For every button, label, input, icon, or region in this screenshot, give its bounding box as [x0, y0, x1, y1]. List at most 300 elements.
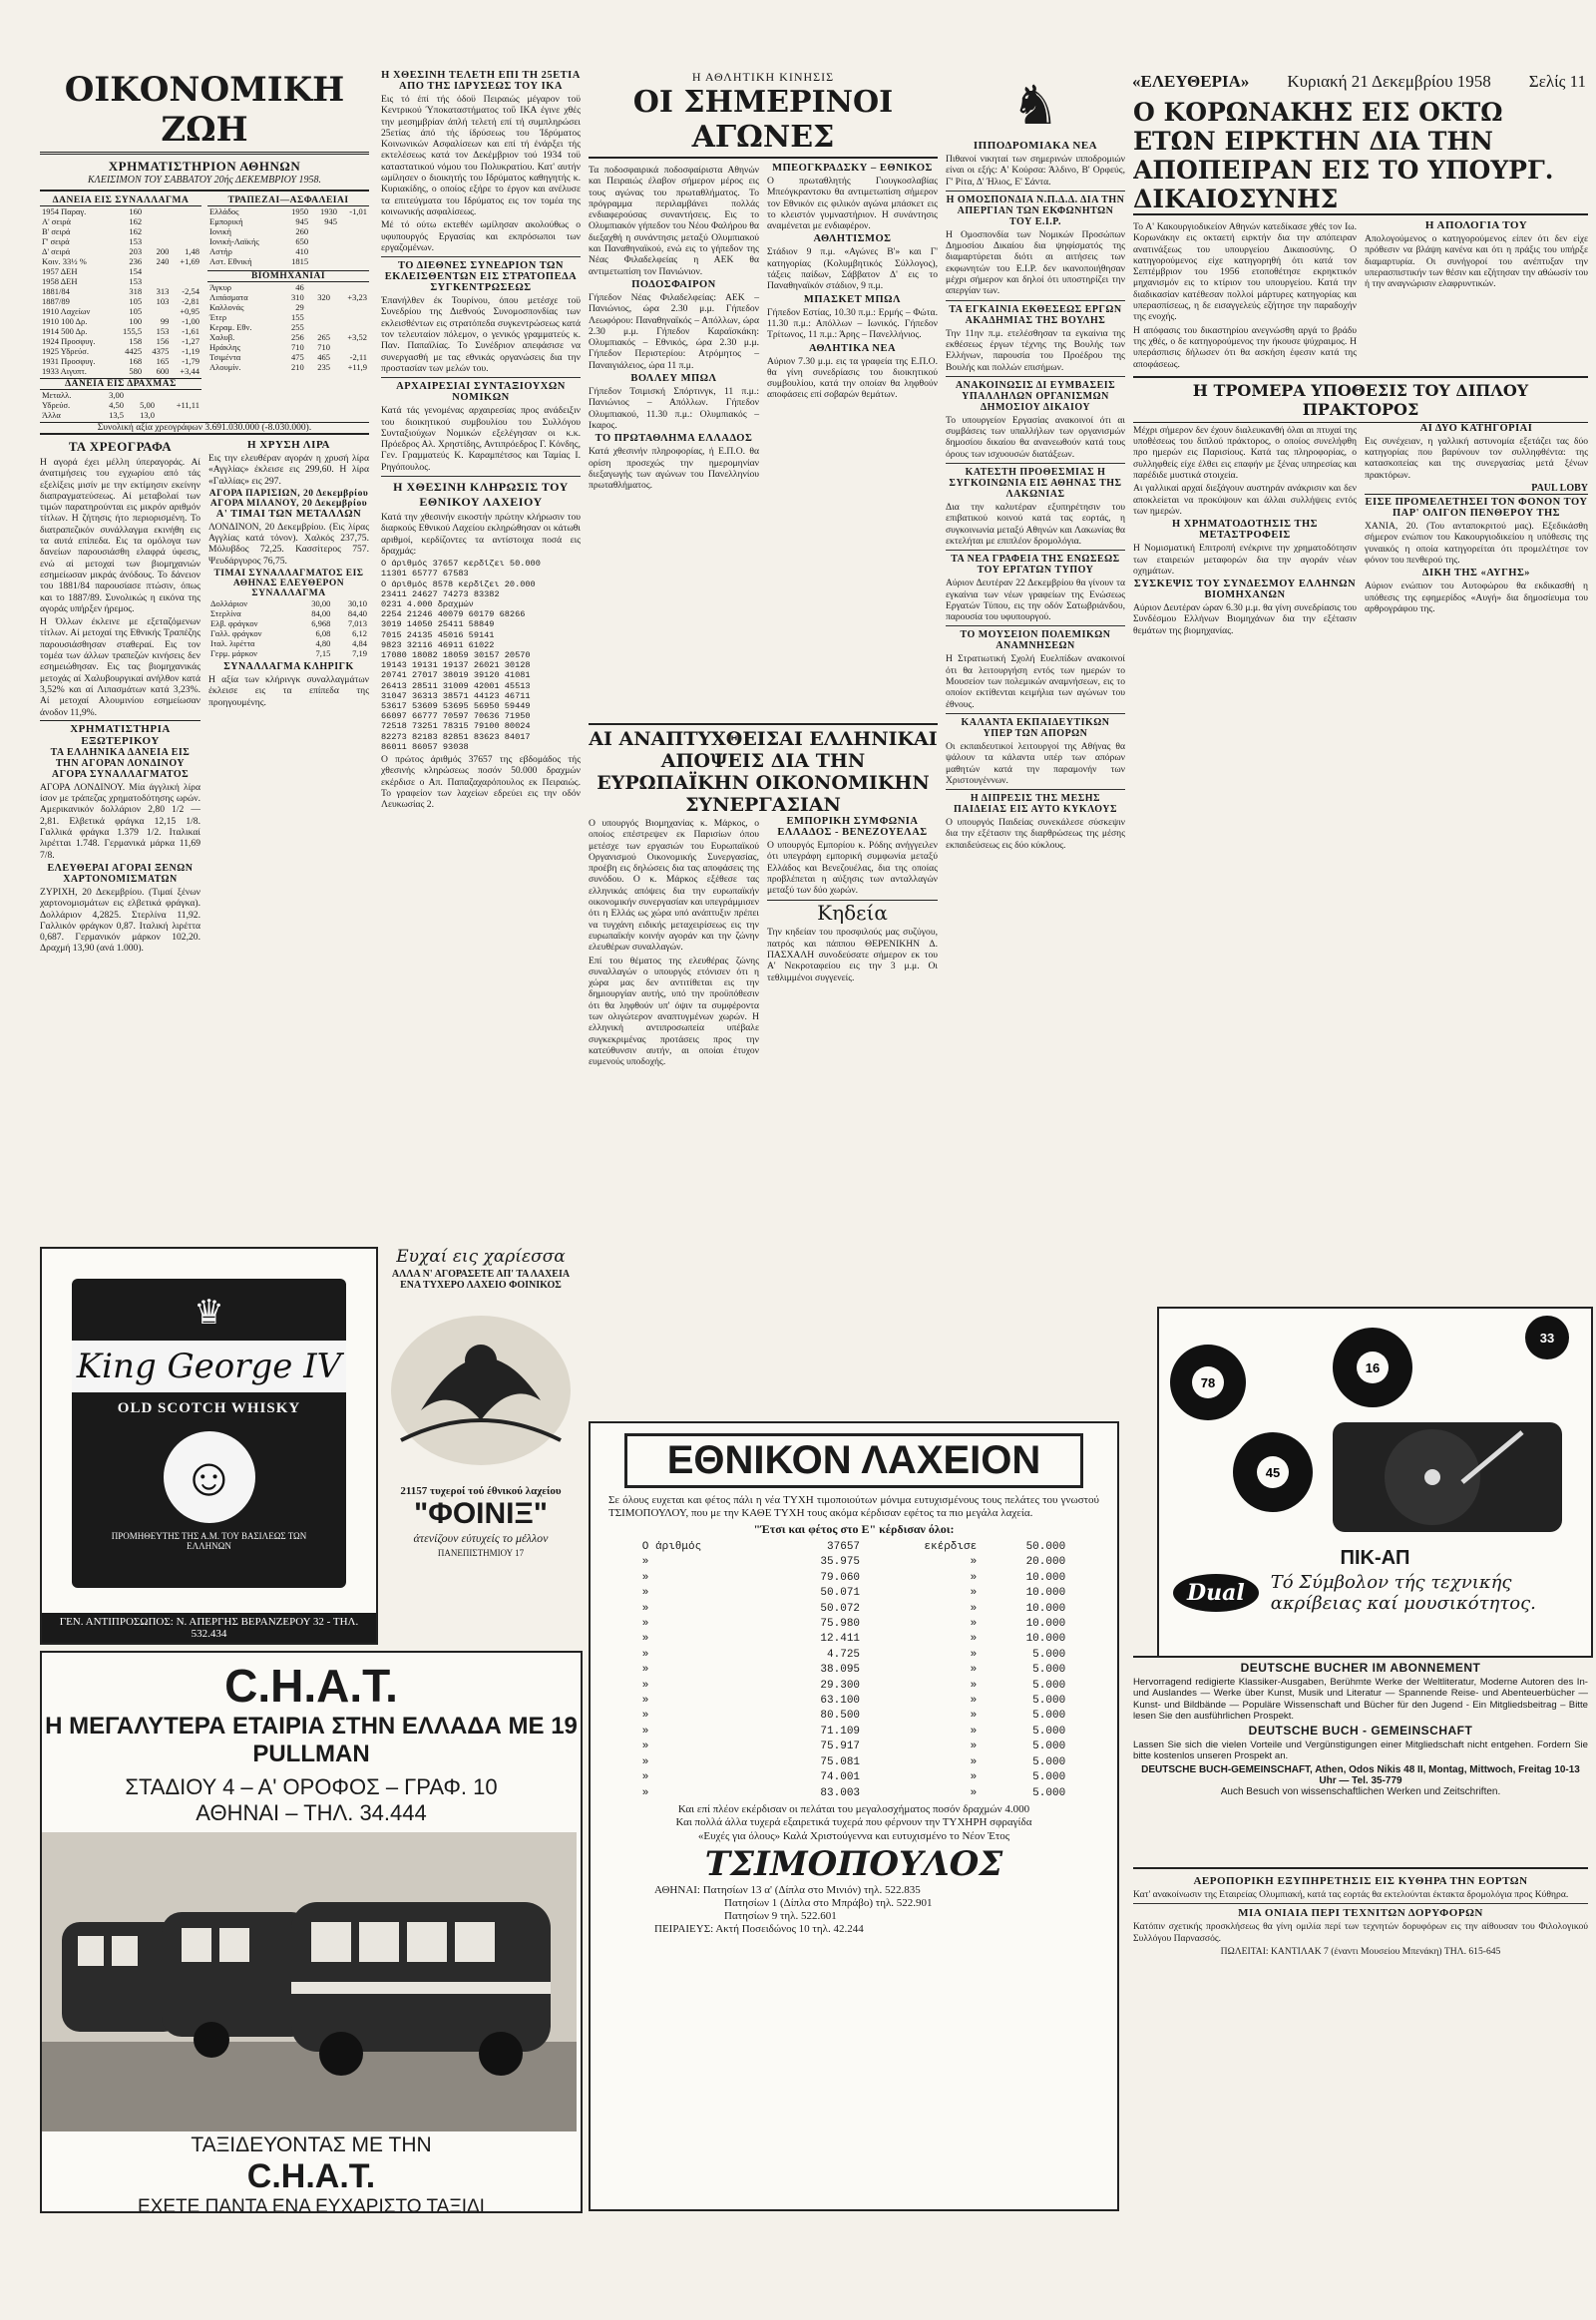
- loan-row-cell: -1,79: [182, 356, 200, 366]
- loan-row: [40, 216, 201, 226]
- loan-row-cell: 236: [129, 256, 143, 266]
- speed-16: 16: [1365, 1360, 1381, 1375]
- loan-row-cell: -1,27: [182, 336, 200, 346]
- industry-row-cell: 46: [295, 282, 304, 292]
- bank-row-cell: Αστήρ: [209, 246, 232, 256]
- lottery-row: 7015 24135 45016 59141: [381, 629, 495, 640]
- winner-row: [641, 1770, 1066, 1785]
- german-books-text: Hervorragend redigierte Klassiker-Ausgaben, Berühmte Werke der Weltliteratur, Moderne Autoren des In- und Auslandes — Werke über Kunst, Musik und Literatur — Spannende Reise- und Abenteuerbücher — Kunst- und Bildbände — Populäre Wissenschaft und Bücher für den Jugend - Ein Mitgliedsbeitrag – Bitte lesen Sie den ausführlichen Prospekt.: [1133, 1677, 1588, 1722]
- winner-row-cell: 5.000: [1032, 1755, 1066, 1768]
- whisky-brand: King George IV: [72, 1341, 346, 1392]
- drachma-loans-heading: ΔΑΝΕΙΑ ΕΙΣ ΔΡΑΧΜΑΣ: [40, 378, 201, 390]
- national-lottery-ad: [589, 1421, 1119, 2211]
- winner-row: [641, 1571, 1066, 1586]
- football-heading: ΠΟΔΟΣΦΑΙΡΟΝ: [631, 278, 716, 290]
- whisky-representative: ΓΕΝ. ΑΝΤΙΠΡΟΣΩΠΟΣ: Ν. ΑΠΕΡΓΗΣ ΒΕΡΑΝΖΕΡΟΥ 32 - ΤΗΛ. 532.434: [42, 1613, 376, 1643]
- loan-row-cell: 600: [156, 366, 170, 376]
- winner-row-cell: 29.300: [820, 1679, 861, 1692]
- industry-row-cell: Αλουμίν.: [209, 362, 241, 372]
- winner-row-cell: »: [641, 1633, 649, 1646]
- industry-table: [207, 282, 369, 372]
- running-head: [1132, 72, 1586, 92]
- industry-row-cell: Ηράκλης: [209, 342, 240, 352]
- loans-heading: ΔΑΝΕΙΑ ΕΙΣ ΣΥΝΑΛΛΑΓΜΑ: [40, 195, 201, 206]
- drachma-table: [40, 390, 201, 420]
- chat-phone: ΑΘΗΝΑΙ – ΤΗΛ. 34.444: [196, 1800, 427, 1825]
- national-lottery-lead: "Έτσι και φέτος στο Ε" κέρδισαν όλοι:: [753, 1522, 955, 1536]
- industry-row-cell: [332, 312, 369, 322]
- securities-text: Η αγορά έχει μέλλη ύπεραγοράς. Αί άνατιμήσεις του εγχωρίου από τάς εξελίξεις μισίν με την εκτίμησιν εκείνην διαπραγματεύσεως. Αί μεταβολαί των τιμών παρατηρούνται εις μικρόν αριθμόν τίτλων. Η ζήτησις ήτο περιορισμένη. Το διατραπεζικόν συνάλλαγμα εκινήθη εις τα αυτά επίπεδα. Εις τα ομόλογα των δανείων παρουσιάσθη ελαφρά ύφεσις, ενώ αί μετοχαί των βιομηχανιών εσημείωσαν μικράς άνόδους. Το δάνειον του 1881/84 παρουσίασε πτώσιν, όπως και το 1887/89. Συνολικώς η εικόνα της αγοράς υπήρξεν ήρεμος.: [40, 457, 200, 614]
- contracts-text: Το υπουργείον Εργασίας ανακοινοί ότι αι συμβάσεις των υπαλλήλων των οργανισμών δημοσίου δικαίου θα ανανεωθούν κατά τους όρους των ισχυουσών διατάξεων.: [946, 414, 1125, 460]
- industry-row: [207, 362, 369, 372]
- winner-row-cell: 5.000: [1032, 1710, 1066, 1723]
- winner-row-cell: »: [970, 1633, 978, 1646]
- spy-right: [1365, 423, 1588, 638]
- divider: [1133, 1903, 1588, 1904]
- trade-text: Ο υπουργός Εμπορίου κ. Ρόδης ανήγγειλεν ότι υπεγράφη εμπορική συμφωνία μεταξύ Ελλάδος και Βενεζουέλας, δια της οποίας προβλέπεται η αύξησις των ανταλλαγών μεταξύ των δύο χωρών.: [767, 840, 938, 897]
- winner-row-cell: 5.000: [1032, 1695, 1066, 1708]
- industry-row-cell: 710: [317, 342, 330, 352]
- divider: [946, 713, 1125, 714]
- king-portrait: ☺: [164, 1431, 255, 1523]
- winner-row-cell: 10.000: [1025, 1602, 1066, 1615]
- bank-row-cell: [339, 226, 369, 236]
- loan-row-cell: [144, 226, 171, 236]
- satellites-heading: ΜΙΑ ΟΝΙΑΙΑ ΠΕΡΙ ΤΕΧΝΙΤΩΝ ΔΟΡΥΦΟΡΩΝ: [1238, 1907, 1483, 1920]
- defense-heading: Η ΑΠΟΛΟΓΙΑ ΤΟΥ: [1424, 219, 1528, 231]
- divider: [946, 376, 1125, 377]
- winners-table: [641, 1540, 1066, 1801]
- bank-row-cell: Ιονική: [209, 226, 231, 236]
- loan-row-cell: 1887/89: [42, 296, 70, 306]
- divider: [946, 463, 1125, 464]
- industry-row: [207, 352, 369, 362]
- loan-row-cell: 153: [156, 326, 170, 336]
- loan-row-cell: 203: [129, 246, 143, 256]
- bank-row-cell: [339, 256, 369, 266]
- european-left: [589, 816, 759, 1070]
- finance-text: Η Νομισματική Επιτροπή ενέκρινε την χρηματοδότησιν των εταιρειών μεταφορών δια την αγοράν νέων οχημάτων.: [1133, 543, 1357, 577]
- loan-row-cell: [171, 236, 201, 246]
- transport-text: Δια την καλυτέραν εξυπηρέτησιν του επιβατικού κοινού κατά τας εορτάς, η συγκοινωνία μεταξύ Αθηνών και Λακωνίας θα εκτελήται με επιπλέον δρομολόγια.: [946, 502, 1125, 547]
- lottery-row: 19143 19131 19137 26021 30128: [381, 660, 531, 671]
- loan-row-cell: 318: [129, 286, 143, 296]
- loan-row-cell: 1954 Παραγ.: [42, 206, 87, 216]
- loan-row-cell: 168: [129, 356, 143, 366]
- currency-row-cell: 6,08: [315, 628, 331, 639]
- finance-heading: Η ΧΡΗΜΑΤΟΔΟΤΗΣΙΣ ΤΗΣ ΜΕΤΑΣΤΡΟΦΕΙΣ: [1171, 519, 1318, 542]
- winner-row-cell: 5.000: [1032, 1679, 1066, 1692]
- winner-row-cell: »: [970, 1679, 978, 1692]
- lottery-row: 0231 4.000 δραχμών: [381, 599, 474, 610]
- currency-row: [208, 598, 369, 608]
- bank-row-cell: Εμπορική: [209, 216, 243, 226]
- sports-columns: [589, 163, 938, 493]
- airline-text: Κατ' ανακοίνωσιν της Εταιρείας Ολυμπιακή, κατά τας εορτάς θα εκτελούνται έκτακτα δρομολόγια προς Κύθηρα.: [1133, 1889, 1569, 1900]
- lottery-row: Ο άριθμός 8578 κερδίζει 20.000: [381, 579, 536, 589]
- closing-line: ΚΛΕΙΣΙΜΟΝ ΤΟΥ ΣΑΒΒΑΤΟΥ 20ής ΔΕΚΕΜΒΡΙΟΥ 1958.: [88, 175, 321, 186]
- loan-row: [40, 296, 201, 306]
- divider: [40, 190, 369, 192]
- winner-row-cell: 5.000: [1032, 1648, 1066, 1661]
- winner-row-cell: »: [641, 1664, 649, 1677]
- winner-row-cell: »: [970, 1571, 978, 1584]
- european-text-2: Επί του θέματος της ελευθέρας ζώνης συναλλαγών ο υπουργός ετόνισεν ότι η χώρα μας δεν αντιτίθεται εις την δημιουργίαν αυτής, υπό την προϋπόθεσιν ότι θα ληφθούν υπ' όψιν τα συμφέροντα των ολιγώτερον αναπτυγμένων χωρών. Η ελληνική αντιπροσωπεία υπέβαλε συγκεκριμένας προτάσεις προς την κατεύθυνσιν αυτήν, αι οποίαι έτυχον ευμενούς υποδοχής.: [589, 955, 759, 1068]
- industry-row-cell: [306, 322, 332, 332]
- loan-row: [40, 316, 201, 326]
- drachma-row-cell: 3,00: [109, 390, 124, 400]
- federation-text: Η Ομοσπονδία των Νομικών Προσώπων Δημοσίου Δικαίου δια ψηφίσματός της διαμαρτύρεται διότι αι αιτήσεις των εκφωνητών του Ε.Ι.Ρ. δεν ικανοποιήθησαν μέχρι σήμερον και δηλοί ότι υποστηρίζει την απεργίαν των.: [946, 228, 1125, 297]
- industry-row-cell: +3,52: [347, 332, 367, 342]
- loan-row-cell: [144, 206, 171, 216]
- winner-row-cell: »: [970, 1755, 978, 1768]
- winner-row: [641, 1740, 1066, 1754]
- sports-column: [589, 70, 938, 718]
- spy-left: [1133, 423, 1357, 638]
- spy-columns: [1133, 423, 1588, 638]
- lawyers-elections-text: Κατά τάς γενομένας αρχαιρεσίας προς ανάδειξιν του διοικητικού συμβουλίου του Συλλόγου Συνταξιούχων Νομικών εξελέγησαν οι κ.κ. Πρόεδρος Αλ. Χρηστίδης, Αντιπρόεδρος Γ. Κόνδης, Γεν. Γραμματεύς Κ. Καραμπέτσος και Ταμίας Ι. Ρηγόπουλος.: [381, 405, 581, 473]
- loan-row-cell: [144, 306, 171, 316]
- loan-row-cell: [171, 226, 201, 236]
- industry-row-cell: Άγκυρ: [209, 282, 232, 292]
- winner-row: [641, 1786, 1066, 1801]
- national-lottery-footer-2: «Ευχές για όλους» Καλά Χριστούγεννα και ευτυχισμένο το Νέον Έτος: [697, 1829, 1010, 1842]
- loan-row: [40, 256, 201, 266]
- loan-row-cell: [144, 276, 171, 286]
- volleyball-text: Γήπεδον Τσιμισκή Σπόρτινγκ, 11 π.μ.: Πανιώνιος – Απόλλων. Γήπεδον Ολυμπιακού, 11.30 π.μ.: Ολυμπιακός – Ικαρος.: [589, 386, 759, 431]
- german-community-heading: DEUTSCHE BUCH - GEMEINSCHAFT: [1248, 1724, 1473, 1739]
- winner-row-cell: »: [641, 1786, 649, 1799]
- loan-row-cell: 1933 Αιγυπτ.: [42, 366, 87, 376]
- ika-heading: Η ΧΘΕΣΙΝΗ ΤΕΛΕΤΗ ΕΠΙ ΤΗ 25ΕΤΙΑ ΑΠΟ ΤΗΣ ΙΔΡΥΣΕΩΣ ΤΟΥ ΙΚΑ: [381, 70, 581, 92]
- athletics-text: Στάδιον 9 π.μ. «Αγώνες Β'» και Γ' κατηγορίας (Κολυμβητικός Σύλλογος), τάξεις παίδων, Σάββατον Δ' εις το Παναθηναϊκόν στάδιον, 9 π.μ.: [767, 246, 938, 292]
- lottery-winner-text: Ο πρώτος άριθμός 37657 της εβδομάδος τής χθεσινής κληρώσεως ποσόν 50.000 δραχμών εκέρδισε ο Απ. Παπαζαχαρόπουλος εκ Πειραιώς. Το γραφείον των λαχείων εδρεύει εις την οδόν Λευκωσίας 2.: [381, 754, 581, 811]
- loan-row-cell: 153: [129, 276, 143, 286]
- loan-row-cell: Γ' σειρά: [42, 236, 70, 246]
- phoenix-lottery-ad: [381, 1247, 581, 1641]
- lottery-row: 66097 66777 70597 70636 71950: [381, 711, 531, 722]
- winner-row-cell: 37657: [827, 1541, 861, 1553]
- sports-right: [767, 163, 938, 493]
- chat-subtitle: Η ΜΕΓΑΛΥΤΕΡΑ ΕΤΑΙΡΙΑ ΣΤΗΝ ΕΛΛΑΔΑ ΜΕ 19 PULLMAN: [45, 1713, 578, 1767]
- loan-row-cell: 162: [129, 216, 143, 226]
- winner-row: [641, 1648, 1066, 1663]
- currency-row-cell: Στερλίνα: [210, 608, 241, 619]
- winner-row: [641, 1663, 1066, 1678]
- chat-address: ΣΤΑΔΙΟΥ 4 – Α' ΟΡΟΦΟΣ – ΓΡΑΦ. 10: [125, 1774, 498, 1799]
- drachma-row-cell: Υδρεύσ.: [42, 400, 71, 410]
- european-text: Ο υπουργός Βιομηχανίας κ. Μάρκος, ο οποίος επέστρεψεν εκ Παρισίων όπου μετέσχε των εργασιών του Ευρωπαϊκού Οργανισμού Οικονομικής Συνεργασίας, προέβη εις δηλώσεις δια τας αποφάσεις της συνόδου. Ο κ. Μάρκος εξέθεσε τας ελληνικάς απόψεις δια την ευρωπαϊκήν οικονομικήν συνεργασίαν και υπεγράμμισεν ότι η Ελλάς ως χώρα υπό ανάπτυξιν πρέπει να τυγχάνη ειδικής μεταχειρίσεως εις την ευρωπαϊκήν κοινήν αγοράν και την ζώνην ελευθέρων συναλλαγών.: [589, 818, 759, 954]
- industry-row-cell: +11,9: [347, 362, 367, 372]
- press-offices-text: Αύριον Δευτέραν 22 Δεκεμβρίου θα γίνουν τα εγκαίνια των νέων γραφείων της Ενώσεως Εργατών Τύπου, εις την οδόν Σατωβριάνδου, παρουσία του υφυπουργού.: [946, 578, 1125, 623]
- bank-row-cell: -1,01: [349, 206, 367, 216]
- chat-slogan-2: C.H.A.T.: [246, 2157, 376, 2195]
- loan-row-cell: [171, 206, 201, 216]
- industry-row-cell: 235: [317, 362, 330, 372]
- bank-row-cell: [310, 226, 339, 236]
- winner-row-cell: 12.411: [820, 1633, 861, 1646]
- phoenix-address: ΠΑΝΕΠΙΣΤΗΜΙΟΥ 17: [437, 1548, 525, 1558]
- drachma-row-cell: [157, 390, 201, 400]
- loan-row: [40, 346, 201, 356]
- german-community-text: Lassen Sie sich die vielen Vorteile und Vergünstigungen einer Mitgliedschaft nicht entgehen. Fordern Sie bitte kostenlos unseren Prospekt an.: [1133, 1740, 1588, 1762]
- loan-row-cell: 1910 Λαχείων: [42, 306, 91, 316]
- winner-row-cell: 38.095: [820, 1664, 861, 1677]
- avgi-trial-heading: ΔΙΚΗ ΤΗΣ «ΑΥΓΗΣ»: [1421, 568, 1531, 580]
- lottery-row: 86011 86057 93038: [381, 741, 469, 752]
- loan-row: [40, 226, 201, 236]
- winner-row-cell: 83.003: [820, 1786, 861, 1799]
- speed-78: 78: [1200, 1375, 1216, 1390]
- loan-row-cell: -2,54: [182, 286, 200, 296]
- drachma-row-cell: Μεταλλ.: [42, 390, 72, 400]
- dual-pickup-ad: [1157, 1307, 1593, 1658]
- gold-text: Εις την ελευθέραν αγοράν η χρυσή λίρα «Αγγλίας» έκλεισε εις 299,60. Η λίρα «Γαλλίας» εις 297.: [208, 453, 369, 487]
- metals-text: ΛΟΝΔΙΝΟΝ, 20 Δεκεμβρίου. (Εις λίρας Αγγλίας κατά τόνον). Χαλκός 237,75. Μόλυβδος 72,25. Κασσίτερος 757. Ψευδάργυρος 76,75.: [208, 521, 369, 567]
- currency-row-cell: 6,12: [352, 628, 367, 639]
- bank-row-cell: 945: [295, 216, 309, 226]
- london-heading: ΤΑ ΕΛΛΗΝΙΚΑ ΔΑΝΕΙΑ ΕΙΣ ΤΗΝ ΑΓΟΡΑΝ ΛΟΝΔΙΝΟΥ: [50, 746, 191, 769]
- bank-row-cell: 1950: [291, 206, 309, 216]
- lottery-row: 9823 32116 46911 61022: [381, 639, 495, 650]
- loan-row-cell: -2,81: [182, 296, 200, 306]
- drachma-row-cell: Άλλα: [42, 410, 61, 420]
- national-lottery-title: ΕΘΝΙΚΟΝ ΛΑΧΕΙΟΝ: [624, 1433, 1083, 1488]
- loan-row: [40, 286, 201, 296]
- lottery-row: 72518 73251 78315 79100 80024: [381, 721, 531, 732]
- economy-column: [40, 70, 369, 1247]
- winner-row-cell: 10.000: [1025, 1633, 1066, 1646]
- sports-left: [589, 163, 759, 493]
- currency-row-cell: 84,00: [311, 608, 331, 619]
- loan-row: [40, 366, 201, 376]
- bank-row-cell: 650: [295, 236, 309, 246]
- gold-heading: Η ΧΡΥΣΗ ΛΙΡΑ: [246, 439, 331, 451]
- winner-row-cell: 20.000: [1025, 1556, 1066, 1569]
- bank-row-cell: [339, 216, 369, 226]
- ika-text: Εις τό έπί τής όδοϋ Πειραιώς μέγαρον τοϋ Κεντρικού Ύποκαταστήματος τοΰ ΙΚΑ έγινε χθές την μεσημβρίαν άπλή τελετή επί τή συμπληρώσει 25ετίας άπό τής ίδρύσεως του Ίδρύματος Κοινωνικών Ασφαλίσεων και επί τή ένάρξει τής εκτελέσεως κατά τον Δεκέμβριον τού 1934 τοϋ καταστατικού νόμου του Πολυκρατίου. Κατ' αυτήν ωμίλησεν ο διοικητής του Ιδρύματος καθηγητής κ. Κυριακίδης, ο οποίος εξήρε το έργον και ανέλυσε τα επιτεύγματα του Ιδρύματος εις τον τομέα της κοινωνικής ασφαλίσεως.: [381, 94, 581, 217]
- loan-row: [40, 236, 201, 246]
- winner-row-cell: »: [641, 1725, 649, 1738]
- bank-row-cell: [310, 246, 339, 256]
- record-player-illustration: [1163, 1313, 1582, 1542]
- winner-row-cell: »: [641, 1710, 649, 1723]
- winner-row-cell: 75.980: [820, 1618, 861, 1631]
- museum-heading: ΤΟ ΜΟΥΣΕΙΟΝ ΠΟΛΕΜΙΚΩΝ ΑΝΑΜΝΗΣΕΩΝ: [960, 629, 1111, 652]
- funeral-heading: Κηδεία: [767, 900, 938, 925]
- industry-row-cell: 310: [291, 292, 304, 302]
- currency-row-cell: 6,968: [311, 618, 331, 629]
- winner-row-cell: »: [970, 1664, 978, 1677]
- loan-row-cell: 4375: [152, 346, 170, 356]
- murder-plot-text: ΧΑΝΙΑ, 20. (Του ανταποκριτού μας). Εξεδικάσθη σήμερον ενώπιον του Κακουργιοδικείου η υπόθεσις της γυναικός η οποία κατηγορείται ότι προμελέτησε τον φόνον του πενθερού της.: [1365, 521, 1588, 566]
- loan-row-cell: 160: [129, 206, 143, 216]
- industry-row-cell: 256: [291, 332, 304, 342]
- industry-row-cell: Κεραμ. Εθν.: [209, 322, 252, 332]
- industry-row: [207, 282, 369, 292]
- winner-row-cell: 5.000: [1032, 1664, 1066, 1677]
- loan-row: [40, 246, 201, 256]
- national-lottery-intro: Σε όλους ευχεται και φέτος πάλι η νέα ΤΥΧΗ τιμοποιούτων μόνιμα ευτυχισμένους τους πελάτες του γνωστού ΤΣΙΜΟΠΟΥΛΟΥ, που με την ΚΑΘΕ ΤΥΧΗ τους ακόμα κέρδισαν εφέτος τα πιο μεγάλα λαχεία.: [608, 1494, 1099, 1519]
- bank-row-cell: [310, 256, 339, 266]
- pickup-brand: ΠΙΚ-ΑΠ: [1340, 1547, 1410, 1569]
- currency-row-cell: 30,00: [311, 598, 331, 609]
- winner-row: [641, 1632, 1066, 1647]
- currency-row-cell: 4,84: [352, 638, 367, 649]
- loan-row: [40, 336, 201, 346]
- drachma-row-cell: 13,0: [140, 410, 156, 420]
- horse-racing-ad: [946, 70, 1125, 140]
- german-address: DEUTSCHE BUCH-GEMEINSCHAFT, Athen, Odos Nikis 48 II, Montag, Mittwoch, Freitag 10-13 Uhr — Tel. 35-779: [1141, 1763, 1580, 1786]
- sports-title: ΟΙ ΣΗΜΕΡΙΝΟΙ ΑΓΩΝΕΣ: [589, 85, 938, 159]
- winner-row-cell: »: [641, 1587, 649, 1600]
- drachma-row-cell: 4,50: [109, 400, 124, 410]
- industry-row-cell: [306, 302, 332, 312]
- industry-row-cell: 320: [317, 292, 330, 302]
- free-market-heading: ΕΛΕΥΘΕΡΑΙ ΑΓΟΡΑΙ ΞΕΝΩΝ ΧΑΡΤΟΝΟΜΙΣΜΑΤΩΝ: [47, 862, 194, 885]
- winner-row-cell: »: [970, 1771, 978, 1784]
- winner-row-cell: 50.071: [820, 1587, 861, 1600]
- drachma-row-cell: [157, 410, 201, 420]
- winner-row-cell: 75.917: [820, 1740, 861, 1753]
- milan-heading: ΑΓΟΡΑ ΜΙΛΑΝΟΥ, 20 Δεκεμβρίου: [209, 498, 368, 509]
- retail-address: ΠΩΛΕΙΤΑΙ: ΚΑΝΤΙΛΑΚ 7 (έναντι Μουσείου Μπενάκη) ΤΗΛ. 615-645: [1220, 1945, 1501, 1957]
- industrialists-text: Αύριον Δευτέραν ώραν 6.30 μ.μ. θα γίνη συνεδρίασις του Συνδέσμου Ελλήνων Βιομηχάνων δια την εξέτασιν θεμάτων της βιομηχανίας.: [1133, 602, 1357, 636]
- winner-row-cell: »: [970, 1740, 978, 1753]
- industry-row-cell: 255: [291, 322, 304, 332]
- divider: [381, 256, 581, 257]
- winner-row: [641, 1602, 1066, 1617]
- drachma-row: [40, 400, 201, 410]
- carols-heading: ΚΑΛΑΝΤΑ ΕΚΠΑΙΔΕΥΤΙΚΩΝ ΥΠΕΡ ΤΩΝ ΑΠΟΡΩΝ: [961, 716, 1110, 739]
- industry-row: [207, 312, 369, 322]
- industry-row-cell: Τσιμέντα: [209, 352, 241, 362]
- industry-row-cell: Χαλυβ.: [209, 332, 235, 342]
- industry-heading: ΒΙΟΜΗΧΑΝΙΑΙ: [207, 270, 369, 282]
- divider: [946, 625, 1125, 626]
- winner-row: [641, 1755, 1066, 1770]
- exhibition-heading: ΤΑ ΕΓΚΑΙΝΙΑ ΕΚΘΕΣΕΩΣ ΕΡΓΩΝ ΑΚΑΔΗΜΙΑΣ ΤΗΣ ΒΟΥΛΗΣ: [949, 303, 1122, 326]
- bank-row-cell: 945: [324, 216, 338, 226]
- national-lottery-footer-1: Και πολλά άλλα τυχερά εξαιρετικά τυχερά που φέρνουν την ΤΥΧΗΡΗ σφραγίδα: [675, 1816, 1032, 1829]
- loan-row-cell: 1931 Προσφυγ.: [42, 356, 96, 366]
- drachma-row-cell: +11,11: [176, 400, 200, 410]
- page-number: Σελίς 11: [1528, 72, 1586, 91]
- championship-heading: ΤΟ ΠΡΩΤΑΘΛΗΜΑ ΕΛΛΑΔΟΣ: [595, 433, 753, 445]
- industrialists-heading: ΣΥΣΚΕΨΙΣ ΤΟΥ ΣΥΝΔΕΣΜΟΥ ΕΛΛΗΝΩΝ ΒΙΟΜΗΧΑΝΩΝ: [1133, 579, 1357, 601]
- lottery-row: 82273 82183 82851 83623 84017: [381, 731, 531, 742]
- currency-row-cell: 7,15: [315, 648, 331, 659]
- bank-row-cell: 1930: [320, 206, 338, 216]
- ika-text-2: Μέ τό ούτω εκτεθέν ωμίλησαν ακολούθως ο υφυπουργός Εργασίας και εκπρόσωποι των εργαζομένων.: [381, 219, 581, 253]
- winner-row-cell: 50.072: [820, 1602, 861, 1615]
- avgi-trial-text: Αύριον ενώπιον του Αυτοφώρου θα εκδικασθή η υπόθεσις της εφημερίδος «Αυγή» δια δημοσίευμα του αρθρογράφου της.: [1365, 580, 1588, 614]
- volleyball-heading: ΒΟΛΛΕΥ ΜΠΩΛ: [630, 373, 717, 385]
- currency-row: [208, 608, 369, 618]
- loan-row-cell: 153: [129, 236, 143, 246]
- bank-row-cell: Ελλάδος: [209, 206, 239, 216]
- bank-row-cell: Ιονική-Λαϊκής: [209, 236, 259, 246]
- banks-table: [207, 206, 369, 266]
- loan-row-cell: 1924 Προσφυγ.: [42, 336, 96, 346]
- winner-row-cell: 4.725: [827, 1648, 861, 1661]
- currency-row-cell: Γαλλ. φράγκον: [210, 628, 262, 639]
- address-line-2: Πατησίων 1 (Δίπλα στο Μπράβο) τηλ. 522.901: [724, 1896, 933, 1909]
- athens-fx-heading: ΤΙΜΑΙ ΣΥΝΑΛΛΑΓΜΑΤΟΣ ΕΙΣ ΑΘΗΝΑΣ ΕΛΕΥΘΕΡΟΝ ΣΥΝΑΛΛΑΓΜΑ: [213, 569, 364, 599]
- winner-row-cell: »: [641, 1602, 649, 1615]
- education-text: Ο υπουργός Παιδείας συνεκάλεσε σύσκεψιν δια την εξέτασιν της διαρθρώσεως της μέσης εκπαιδεύσεως εις δύο κύκλους.: [946, 817, 1125, 851]
- loan-row-cell: Β' σειρά: [42, 226, 71, 236]
- phoenix-subtext: 21157 τυχεροί τού έθνικού λαχείου: [400, 1485, 562, 1497]
- winner-row-cell: »: [970, 1648, 978, 1661]
- loan-row-cell: [144, 236, 171, 246]
- industry-row-cell: [306, 282, 332, 292]
- camps-congress-text: Έπανήλθεν έκ Τουρίνου, όπου μετέσχε τοϋ Συνεδρίου της Διεθνούς Συνομοσπονδίας των εκλεισθέντων εις στρατόπεδα συγκεντρώσεως κατά τον τελευταίον πόλεμον, ο γενικός γραμματεύς κ. Παν. Παπαϊλίας. Το Συνέδριον απεφάσισε να συνεργασθή με τας εθνικάς οργανώσεις δια την προστασίαν των μελών του.: [381, 295, 581, 374]
- loan-row: [40, 266, 201, 276]
- total-value-line: Συνολική αξία χρεογράφων 3.691.030.000 (-8.030.000).: [40, 422, 369, 435]
- free-market-text: ΖΥΡΙΧΗ, 20 Δεκεμβρίου. (Τιμαί ξένων χαρτονομισμάτων εις ελβετικά φράγκα). Δολλάριον 4,2825. Στερλίνα 11,92. Γαλλικόν φράγκον 0,87. Ιταλική λιρέττα 0,687. Γερμανικόν μάρκον 102,20. Δραχμή 13,90 (ανά 1.000).: [40, 886, 200, 955]
- industry-row-cell: 710: [291, 342, 304, 352]
- horse-icon: ♞: [1010, 75, 1060, 136]
- winner-row-cell: »: [970, 1602, 978, 1615]
- loan-row-cell: 4425: [125, 346, 143, 356]
- securities-heading: ΤΑ ΧΡΕΟΓΡΑΦΑ: [68, 439, 173, 454]
- stock-exchange-heading: ΧΡΗΜΑΤΙΣΤΗΡΙΟΝ ΑΘΗΝΩΝ: [108, 159, 301, 174]
- carols-text: Οι εκπαιδευτικοί λειτουργοί της Αθήνας θα ψάλουν τα κάλαντα υπέρ των απόρων μαθητών κατά την παραμονήν των Χριστουγέννων.: [946, 740, 1125, 786]
- whisky-supplier: ΠΡΟΜΗΘΕΥΤΗΣ ΤΗΣ Α.Μ. ΤΟΥ ΒΑΣΙΛΕΩΣ ΤΩΝ ΕΛΛΗΝΩΝ: [111, 1531, 307, 1551]
- winner-row: [641, 1694, 1066, 1709]
- loan-row-cell: Α' σειρά: [42, 216, 71, 226]
- drachma-row: [40, 410, 201, 420]
- bank-row-cell: Αστ. Εθνική: [209, 256, 252, 266]
- two-charges-text: Εις συνέχειαν, η γαλλική αστυνομία εξετάζει τας δύο κατηγορίας που βαρύνουν τον συλληφθέντα: της κατασκοπείας και της συνεργασίας μετά ξένων πρακτόρων.: [1365, 435, 1588, 481]
- paper-name: «ΕΛΕΥΘΕΡΙΑ»: [1132, 72, 1250, 91]
- loan-row-cell: [171, 266, 201, 276]
- winner-row-cell: 10.000: [1025, 1587, 1066, 1600]
- loans-table: [40, 206, 201, 376]
- horse-racing-heading: ΙΠΠΟΔΡΟΜΙΑΚΑ ΝΕΑ: [973, 140, 1098, 152]
- winner-row-cell: »: [641, 1571, 649, 1584]
- winner-row-cell: 79.060: [820, 1571, 861, 1584]
- loan-row-cell: 200: [156, 246, 170, 256]
- winner-row-cell: »: [641, 1771, 649, 1784]
- european-right: [767, 816, 938, 1070]
- winner-row: [641, 1555, 1066, 1570]
- horse-racing-text: Πιθανοί νικηταί των σημερινών ιπποδρομιών είναι οι εξής: Α' Κούρσα: Άλδινο, Β' Ορφεύς, Γ' Ρίτα, Δ' Ήλιος, Ε' Σάντα.: [946, 154, 1125, 188]
- spy-text-2: Αι γαλλικαί αρχαί διεξάγουν αυστηράν ανάκρισιν και δεν αποκλείεται να προκύψουν και άλλαι συλλήψεις εντός των ημερών.: [1133, 483, 1357, 517]
- lottery-row: 3019 14050 25411 58849: [381, 619, 495, 630]
- divider: [946, 550, 1125, 551]
- loan-row-cell: Κοιν. 33½ %: [42, 256, 87, 266]
- loan-row-cell: -1,00: [182, 316, 200, 326]
- foreign-exchange-heading: ΧΡΗΜΑΤΙΣΤΗΡΙΑ ΕΞΩΤΕΡΙΚΟΥ: [40, 720, 200, 747]
- winner-row-cell: »: [641, 1755, 649, 1768]
- funeral-text: Την κηδείαν του προσφιλούς μας συζύγου, πατρός και πάππου ΘΕΡΕΝΙΚΗΝ Δ. ΠΑΣΧΑΛΗ συνοδεύσατε σήμερον εκ του Α' Νεκροταφείου εις την 3 μ.μ. Οι τεθλιμμένοι συγγενείς.: [767, 927, 938, 983]
- currency-row-cell: 7,19: [352, 648, 367, 659]
- sports-news-text: Αύριον 7.30 μ.μ. εις τα γραφεία της Ε.Π.Ο. θα γίνη συνεδρίασις του διοικητικού συμβουλίου, κατά την οποίαν θα ληφθούν αποφάσεις επί σοβαρών θεμάτων.: [767, 355, 938, 401]
- european-cooperation-columns: [589, 816, 938, 1070]
- industry-row-cell: 475: [291, 352, 304, 362]
- currency-row: [208, 648, 369, 658]
- currency-row: [208, 638, 369, 648]
- sports-intro: Τα ποδοσφαιρικά ποδοσφαίριστα Αθηνών και Πειραιώς έλαβον σήμερον μέρος εις τους αγώνας του πρωταθλήματος. Το πρόγραμμα περιλαμβάνει πολλάς ενδιαφερούσας συναντήσεις. Εις το Ολυμπιακόν γήπεδον του Νέου Φαλήρου θα διεξαχθή η συνάντησις μεταξύ Ολυμπιακού και Παναθηναϊκού, ενώ εις το γήπεδον της Νέας Φιλαδελφείας η ΑΕΚ θα αντιμετωπίση τον Πανιώνιον.: [589, 165, 759, 277]
- pickup-slogan-row: [1163, 1570, 1587, 1616]
- fx-market-heading: ΑΓΟΡΑ ΣΥΝΑΛΛΑΓΜΑΤΟΣ: [51, 768, 190, 780]
- drachma-row-cell: 5,00: [140, 400, 156, 410]
- loan-row-cell: 1958 ΔΕΗ: [42, 276, 78, 286]
- industry-row-cell: -2,11: [349, 352, 367, 362]
- economy-right: [208, 439, 369, 957]
